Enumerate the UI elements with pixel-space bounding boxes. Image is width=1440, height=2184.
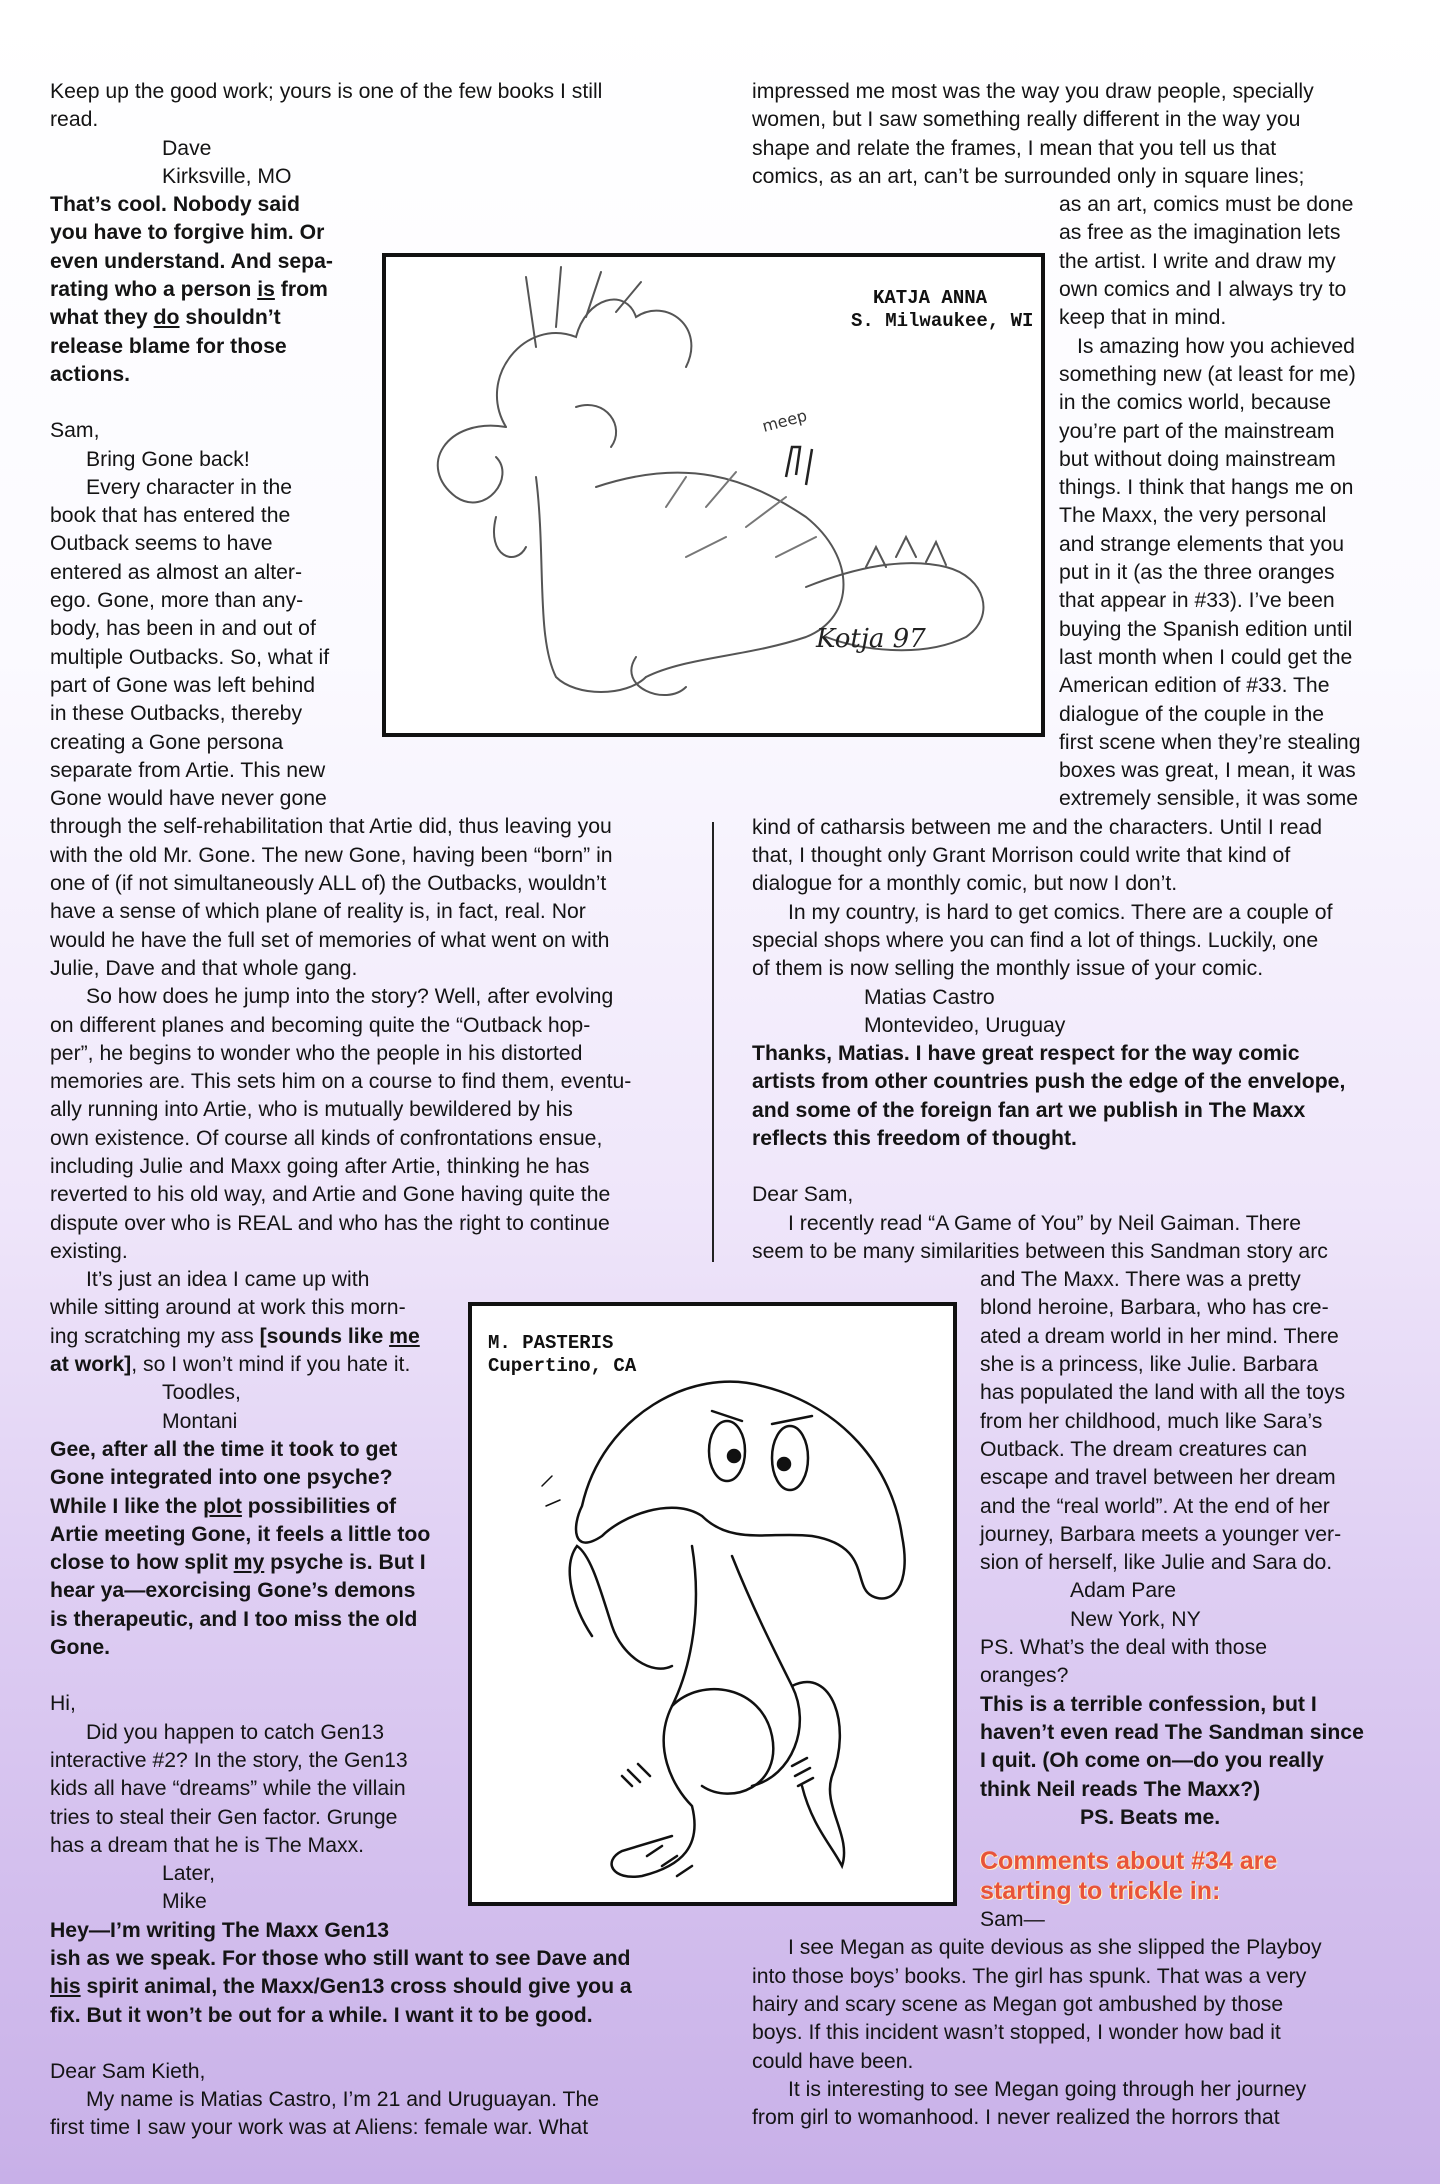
letter-text: special shops where you can find a lot of things. Luckily, one <box>752 928 1319 952</box>
letter-location: Montevideo, Uruguay <box>864 1013 1066 1037</box>
letter-paragraph: I see Megan as quite devious as she slipped the Playboy into those boys’ books. The girl has spunk. That was a very hairy and scary scene as Megan got ambushed by those boys. If this incident wasn’t stopped, I wonder how bad it could have been. It is interesting to see Megan going through her journey from girl to womanhood. I never realized the horrors that <box>752 1936 1322 2130</box>
editor-reply: Gee, after all the time it took to get Gone integrated into one psyche? While I like the plot possibilities of Artie meeting Gone, it feels a little too close to how split my psyche is. But I hear ya—exorcising Gone’s demons is therapeutic, and I too miss the old Gone. <box>50 1437 431 1660</box>
creature-drawing <box>386 257 1041 733</box>
letter-signature: Dave <box>162 136 212 160</box>
letter-text: In my country, is hard to get comics. There are a couple of <box>788 900 1333 924</box>
letter-paragraph: It’s just an idea I came up with while sitting around at work this morn- ing scratching my ass [sounds like me at work], so I won’t mind if you hate it. <box>50 1268 420 1377</box>
section-headline: Comments about #34 are starting to trickle in: <box>980 1847 1278 1906</box>
letter-text: comics, as an art, can’t be surrounded only in square lines; <box>752 164 1305 188</box>
letter-signature: Matias Castro <box>864 985 995 1009</box>
letter-paragraph: and The Maxx. There was a pretty blond heroine, Barbara, who has cre- ated a dream world in her mind. There she is a princess, like Julie. Barbara has populated the land with all the toys from her childhood, much like Sara’s Outback. The dream creatures can escape and travel between her dream and the “real world”. At the end of her journey, Barbara meets a younger ver- sion of herself, like Julie and Sara do. Adam Pare New York, NY PS. What’s the deal with those oranges? This is a terrible confession, but I haven’t even read The Sandman since I quit. (Oh come on—do you really think Neil reads The Maxx?) PS. Beats me. <box>752 1266 1392 1832</box>
letter-paragraph: Did you happen to catch Gen13 interactive #2? In the story, the Gen13 kids all have “dreams” while the villain tries to steal their Gen factor. Grunge has a dream that he is The Maxx. <box>50 1720 408 1857</box>
letter-signature: Later, <box>162 1862 216 1886</box>
letter-paragraph: as an art, comics must be done as free as the imagination lets the artist. I write and draw my own comics and I always try to keep that in mind. Is amazing how you achieved something new (at least for me) in the comics world, because you’re part of the mainstream but without doing mainstream things. I think that hangs me on The Maxx, the very personal and strange elements that you put in it (as the three oranges that appear in #33). I’ve been buying the Spanish edition until last month when I could get the American edition of #33. The dialogue of the couple in the first scene when they’re stealing boxes was great, I mean, it was extremely sensible, it was some <box>1059 193 1361 811</box>
letter-salutation: Dear Sam, <box>752 1183 854 1207</box>
letter-text: that, I thought only Grant Morrison could write that kind of <box>752 844 1291 868</box>
letter-location: New York, NY <box>1070 1607 1201 1631</box>
letter-paragraph: Every character in the book that has entered the Outback seems to have entered as almost an alter- ego. Gone, more than any- body, has been in and out of multiple Outbacks. So, what if part of Gone was left behind in these Outbacks, thereby creating a Gone persona separate from Artie. This new Gone would have never gone through the self-rehabilitation that Artie did, thus leaving you with the old Mr. Gone. The new Gone, having been “born” in one of (if not simultaneously ALL of) the Outbacks, wouldn’t have a sense of which plane of reality is, in fact, real. Nor would he have the full set of memories of what went on with Julie, Dave and that whole gang. <box>50 475 613 980</box>
letter-text: shape and relate the frames, I mean that you tell us that <box>752 136 1277 160</box>
letter-text: Bring Gone back! <box>86 447 250 471</box>
editor-reply: That’s cool. Nobody said you have to forgive him. Or even understand. And sepa- rating who a person is from what they do shouldn’t release blame for those actions. <box>50 193 333 386</box>
letter-text: Keep up the good work; yours is one of the few books I still <box>50 80 603 103</box>
column-divider <box>712 822 714 1262</box>
creature-drawing <box>472 1306 953 1902</box>
letter-text: I recently read “A Game of You” by Neil Gaiman. There <box>788 1211 1302 1235</box>
letter-salutation: Sam— <box>980 1908 1045 1932</box>
artist-signature: Kotja 97 <box>816 624 926 654</box>
letter-text: women, but I saw something really different in the way you <box>752 108 1301 132</box>
art-credit: M. PASTERIS Cupertino, CA <box>488 1332 637 1377</box>
art-credit: KATJA ANNA S. Milwaukee, WI <box>851 287 1034 332</box>
fan-art-katja <box>382 253 1045 737</box>
letter-text: of them is now selling the monthly issue of your comic. <box>752 957 1264 981</box>
editor-reply: Thanks, Matias. I have great respect for the way comic artists from other countries push the edge of the envelope, and some of the foreign fan art we publish in The Maxx reflects this freedom of thought. <box>752 1042 1346 1150</box>
letter-text: read. <box>50 108 99 132</box>
letter-text: first time I saw your work was at Aliens: female war. What <box>50 2116 589 2140</box>
letter-signature: Montani <box>162 1409 238 1433</box>
letter-salutation: Dear Sam Kieth, <box>50 2059 206 2083</box>
letter-signature: Adam Pare <box>1070 1579 1176 1603</box>
letter-paragraph: So how does he jump into the story? Well, after evolving on different planes and becoming quite the “Outback hop- per”, he begins to wonder who the people in his distorted memories are. This sets him on a course to find them, eventu- ally running into Artie, who is mutually bewildered by his own existence. Of course all kinds of confrontations ensue, including Julie and Maxx going after Artie, thinking he has reverted to his old way, and Artie and Gone having quite the dispute over who is REAL and who has the right to continue existing. <box>50 985 632 1263</box>
letter-salutation: Hi, <box>50 1692 76 1716</box>
letter-text: My name is Matias Castro, I’m 21 and Uruguayan. The <box>86 2088 600 2112</box>
letter-signature: Toodles, <box>162 1381 241 1405</box>
letter-signature: Mike <box>162 1890 207 1914</box>
letter-text: kind of catharsis between me and the characters. Until I read <box>752 815 1323 839</box>
sound-effect: meep <box>760 405 809 436</box>
letter-text: dialogue for a monthly comic, but now I don’t. <box>752 872 1178 896</box>
fan-art-pasteris <box>468 1302 957 1906</box>
letter-location: Kirksville, MO <box>162 164 292 188</box>
editor-reply: This is a terrible confession, but I haven’t even read The Sandman since I quit. (Oh come on—do you really think Neil reads The Maxx?) PS. Beats me. <box>980 1692 1364 1829</box>
letter-text: seem to be many similarities between this Sandman story arc <box>752 1239 1328 1263</box>
editor-reply: Hey—I’m writing The Maxx Gen13 ish as we speak. For those who still want to see Dave and his spirit animal, the Maxx/Gen13 cross should give you a fix. But it won’t be out for a while. I want it to be good. <box>50 1918 632 2027</box>
letter-salutation: Sam, <box>50 419 100 443</box>
letter-text: impressed me most was the way you draw people, specially <box>752 80 1314 103</box>
